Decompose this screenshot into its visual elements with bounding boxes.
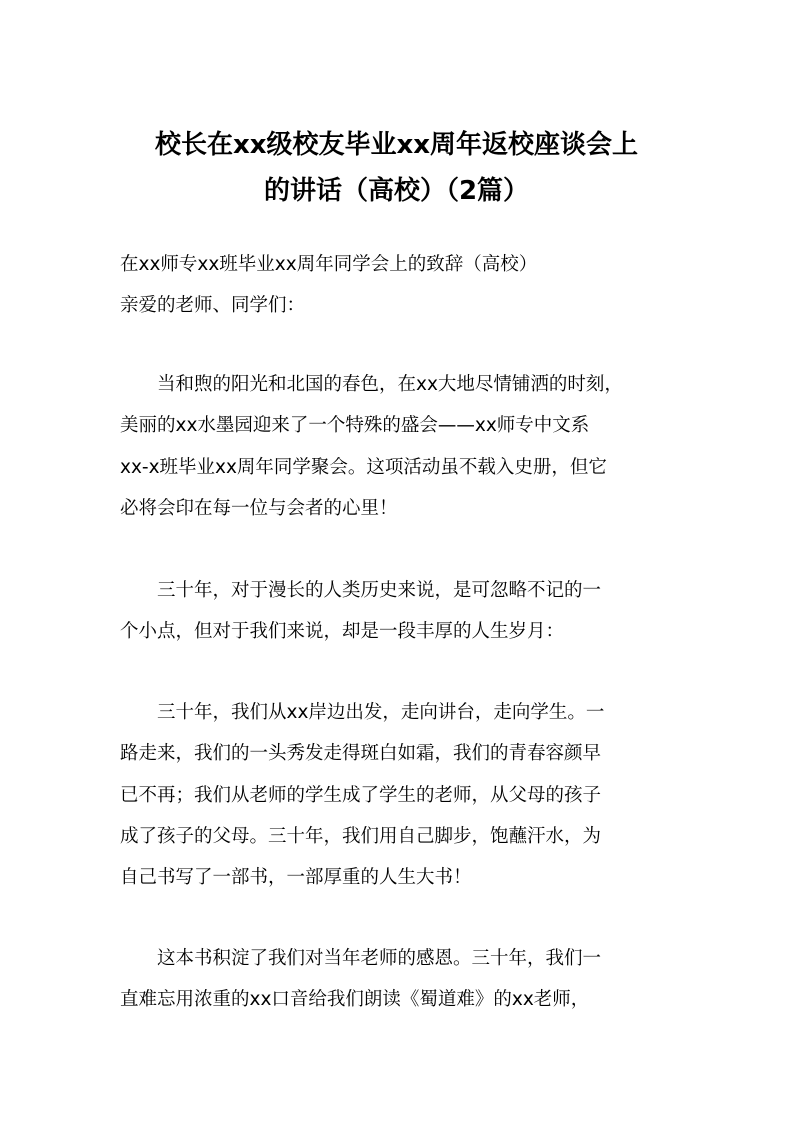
paragraph-1-line-4: 必将会印在每一位与会者的心里！ [120, 498, 398, 519]
subtitle: 在xx师专xx班毕业xx周年同学会上的致辞（高校） [120, 254, 538, 275]
paragraph-3-line-2: 路走来，我们的一头秀发走得斑白如霜，我们的青春容颜早 [120, 743, 602, 764]
paragraph-3-line-5: 自己书写了一部书，一部厚重的人生大书！ [120, 867, 472, 888]
paragraph-2-line-1: 三十年，对于漫长的人类历史来说，是可忽略不记的一 [120, 580, 602, 601]
paragraph-3-line-4: 成了孩子的父母。三十年，我们用自己脚步，饱蘸汗水，为 [120, 826, 602, 847]
paragraph-4-line-1: 这本书积淀了我们对当年老师的感恩。三十年，我们一 [120, 948, 602, 969]
paragraph-1-line-1: 当和煦的阳光和北国的春色，在xx大地尽情铺洒的时刻， [120, 374, 623, 395]
paragraph-4-line-2: 直难忘用浓重的xx口音给我们朗读《蜀道难》的xx老师， [120, 989, 590, 1010]
title-line-1: 校长在xx级校友毕业xx周年返校座谈会上 [154, 130, 639, 160]
paragraph-3-line-3: 已不再；我们从老师的学生成了学生的老师，从父母的孩子 [120, 785, 602, 806]
title-line-2: 的讲话（高校）（2篇） [263, 176, 530, 206]
paragraph-3-line-1: 三十年，我们从xx岸边出发，走向讲台，走向学生。一 [120, 702, 605, 723]
paragraph-1-line-3: xx-x班毕业xx周年同学聚会。这项活动虽不载入史册，但它 [120, 457, 607, 478]
paragraph-1-line-2: 美丽的xx水墨园迎来了一个特殊的盛会——xx师专中文系 [120, 415, 590, 436]
paragraph-2-line-2: 个小点，但对于我们来说，却是一段丰厚的人生岁月： [120, 621, 565, 642]
salutation: 亲爱的老师、同学们： [120, 295, 306, 316]
